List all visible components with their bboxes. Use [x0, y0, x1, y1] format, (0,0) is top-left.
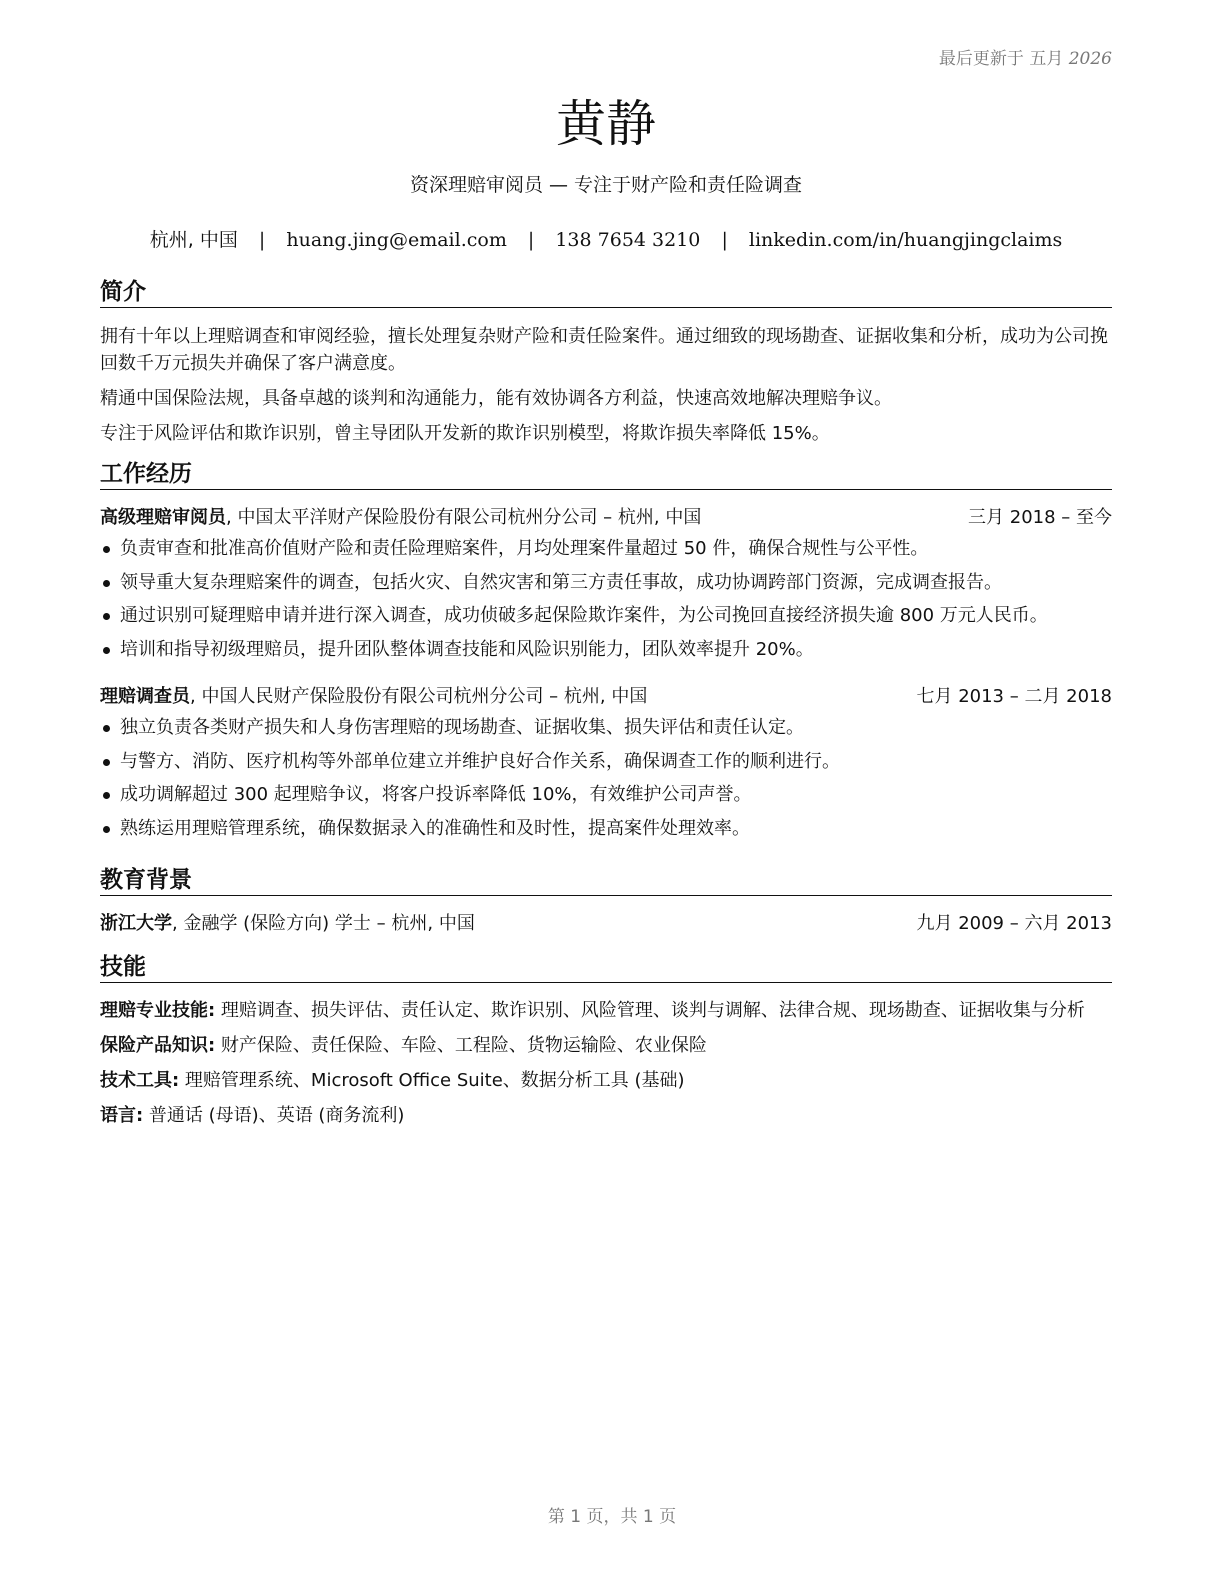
skills-section: [100, 952, 1112, 1129]
skill-label: 技术工具:: [100, 1070, 180, 1091]
job-title: 理赔调查员: [100, 686, 190, 707]
contact-location: 杭州, 中国: [149, 229, 238, 251]
contact-separator: |: [258, 229, 266, 251]
skill-line: [100, 1068, 1112, 1094]
job-dates: 三月 2018 – 至今: [968, 507, 1112, 528]
skills-heading: 技能: [100, 952, 1112, 983]
school-name: 浙江大学: [100, 913, 172, 934]
job-entry: [100, 683, 1112, 842]
job-header: [100, 683, 1112, 710]
job-bullet: 培训和指导初级理赔员，提升团队整体调查技能和风险识别能力，团队效率提升 20%。: [100, 636, 1112, 663]
job-header: [100, 504, 1112, 531]
degree-detail: , 金融学 (保险方向) 学士 – 杭州, 中国: [172, 913, 475, 934]
education-heading: 教育背景: [100, 865, 1112, 896]
skill-line: [100, 1103, 1112, 1129]
contact-line: [100, 225, 1112, 252]
education-section: [100, 865, 1112, 937]
job-title: 高级理赔审阅员: [100, 507, 226, 528]
contact-linkedin[interactable]: linkedin.com/in/huangjingclaims: [748, 229, 1063, 251]
education-entry: [100, 910, 1112, 937]
skill-value: 财产保险、责任保险、车险、工程险、货物运输险、农业保险: [215, 1035, 707, 1056]
skill-label: 理赔专业技能:: [100, 1000, 216, 1021]
education-dates: 九月 2009 – 六月 2013: [916, 913, 1112, 934]
summary-section: [100, 277, 1112, 447]
summary-paragraph: 精通中国保险法规，具备卓越的谈判和沟通能力，能有效协调各方利益，快速高效地解决理赔争议。: [100, 388, 892, 409]
experience-heading: 工作经历: [100, 459, 1112, 490]
resume-page: [100, 0, 1112, 1584]
skill-line: [100, 1033, 1112, 1059]
tagline: 资深理赔审阅员 — 专注于财产险和责任险调查: [409, 174, 803, 196]
job-bullets: [100, 714, 1112, 842]
skill-value: 理赔管理系统、Microsoft Office Suite、数据分析工具 (基础): [179, 1070, 685, 1091]
experience-section: [100, 459, 1112, 848]
skill-label: 语言:: [100, 1105, 144, 1126]
job-dates: 七月 2013 – 二月 2018: [916, 686, 1112, 707]
summary-heading: 简介: [100, 277, 1112, 308]
job-bullet: 与警方、消防、医疗机构等外部单位建立并维护良好合作关系，确保调查工作的顺利进行。: [100, 748, 1112, 775]
contact-separator: |: [721, 229, 728, 251]
contact-separator: |: [527, 229, 535, 251]
skill-label: 保险产品知识:: [100, 1035, 216, 1056]
summary-paragraph: 拥有十年以上理赔调查和审阅经验，擅长处理复杂财产险和责任险案件。通过细致的现场勘查、证据收集和分析，成功为公司挽回数千万元损失并确保了客户满意度。: [100, 326, 1108, 374]
candidate-name: 黄静: [556, 95, 656, 153]
contact-phone: 138 7654 3210: [555, 229, 701, 251]
skill-value: 理赔调查、损失评估、责任认定、欺诈识别、风险管理、谈判与调解、法律合规、现场勘查、证据收集与分析: [215, 1000, 1085, 1021]
job-bullet: 独立负责各类财产损失和人身伤害理赔的现场勘查、证据收集、损失评估和责任认定。: [100, 714, 1112, 741]
skill-value: 普通话 (母语)、英语 (商务流利): [143, 1105, 405, 1126]
last-updated-year: 2026: [1068, 49, 1112, 69]
last-updated: [939, 44, 1112, 69]
summary-paragraph: 专注于风险评估和欺诈识别，曾主导团队开发新的欺诈识别模型，将欺诈损失率降低 15%。: [100, 423, 830, 444]
job-bullet: 领导重大复杂理赔案件的调查，包括火灾、自然灾害和第三方责任事故，成功协调跨部门资源，完成调查报告。: [100, 569, 1112, 596]
contact-email[interactable]: huang.jing@email.com: [286, 229, 507, 251]
last-updated-prefix: 最后更新于 五月: [938, 49, 1064, 69]
job-entry: [100, 504, 1112, 663]
job-bullets: [100, 535, 1112, 663]
skill-line: [100, 998, 1112, 1024]
job-bullet: 负责审查和批准高价值财产险和责任险理赔案件，月均处理案件量超过 50 件，确保合规性与公平性。: [100, 535, 1112, 562]
job-organization: , 中国人民财产保险股份有限公司杭州分公司 – 杭州, 中国: [190, 686, 648, 707]
job-bullet: 熟练运用理赔管理系统，确保数据录入的准确性和及时性，提高案件处理效率。: [100, 815, 1112, 842]
job-organization: , 中国太平洋财产保险股份有限公司杭州分公司 – 杭州, 中国: [226, 507, 702, 528]
page-footer: 第 1 页，共 1 页: [547, 1507, 677, 1527]
job-bullet: 通过识别可疑理赔申请并进行深入调查，成功侦破多起保险欺诈案件，为公司挽回直接经济损失逾 800 万元人民币。: [100, 602, 1112, 629]
job-bullet: 成功调解超过 300 起理赔争议，将客户投诉率降低 10%，有效维护公司声誉。: [100, 781, 1112, 808]
